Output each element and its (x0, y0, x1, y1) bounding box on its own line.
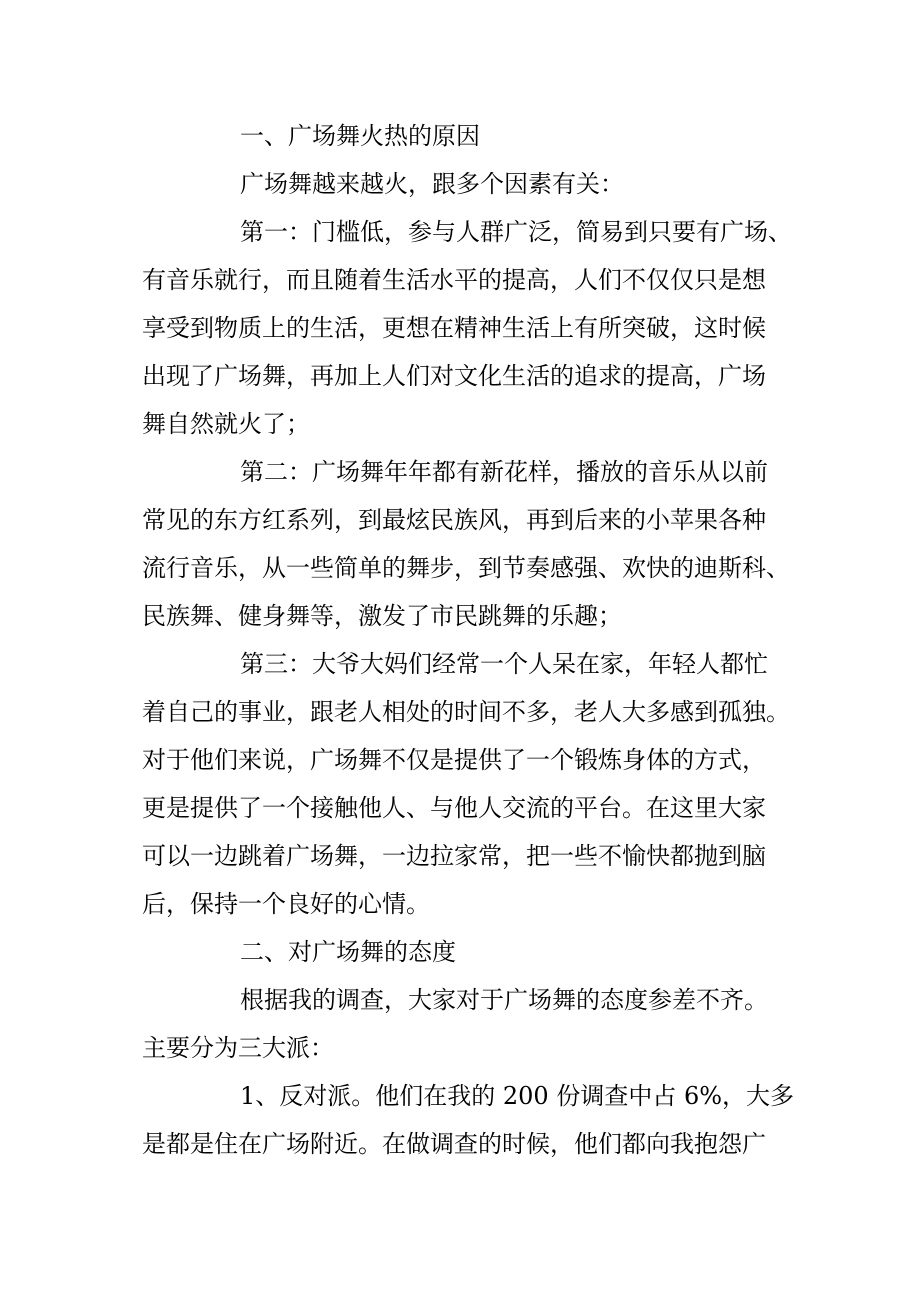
paragraph-second-line-3: 流行音乐，从一些简单的舞步，到节奏感强、欢快的迪斯科、 (142, 554, 790, 582)
heading-attitudes: 二、对广场舞的态度 (240, 938, 456, 966)
paragraph-third-line-5: 可以一边跳着广场舞，一边拉家常，把一些不愉快都抛到脑 (142, 842, 766, 870)
paragraph-intro: 广场舞越来越火，跟多个因素有关： (240, 170, 624, 198)
paragraph-second-line-4: 民族舞、健身舞等，激发了市民跳舞的乐趣； (142, 602, 622, 630)
paragraph-first-line-1: 第一：门槛低，参与人群广泛，简易到只要有广场、 (240, 218, 792, 246)
paragraph-third-line-1: 第三：大爷大妈们经常一个人呆在家，年轻人都忙 (240, 650, 768, 678)
paragraph-survey-line-1: 根据我的调查，大家对于广场舞的态度参差不齐。 (240, 986, 768, 1014)
paragraph-first-line-4: 出现了广场舞，再加上人们对文化生活的追求的提高，广场 (142, 362, 766, 390)
paragraph-second-line-1: 第二：广场舞年年都有新花样，播放的音乐从以前 (240, 458, 768, 486)
paragraph-third-line-4: 更是提供了一个接触他人、与他人交流的平台。在这里大家 (142, 794, 766, 822)
paragraph-third-line-6: 后，保持一个良好的心情。 (142, 890, 430, 918)
paragraph-third-line-2: 着自己的事业，跟老人相处的时间不多，老人大多感到孤独。 (142, 698, 790, 726)
heading-reasons: 一、广场舞火热的原因 (240, 122, 480, 150)
paragraph-opposition-line-2: 是都是住在广场附近。在做调查的时候，他们都向我抱怨广 (142, 1130, 766, 1158)
paragraph-first-line-2: 有音乐就行，而且随着生活水平的提高，人们不仅仅只是想 (142, 266, 766, 294)
paragraph-second-line-2: 常见的东方红系列，到最炫民族风，再到后来的小苹果各种 (142, 506, 766, 534)
paragraph-first-line-3: 享受到物质上的生活，更想在精神生活上有所突破，这时候 (142, 314, 766, 342)
paragraph-first-line-5: 舞自然就火了； (142, 410, 310, 438)
paragraph-opposition-line-1: 1、反对派。他们在我的 200 份调查中占 6%，大多 (240, 1082, 795, 1110)
paragraph-survey-line-2: 主要分为三大派： (142, 1034, 334, 1062)
paragraph-third-line-3: 对于他们来说，广场舞不仅是提供了一个锻炼身体的方式， (142, 746, 766, 774)
